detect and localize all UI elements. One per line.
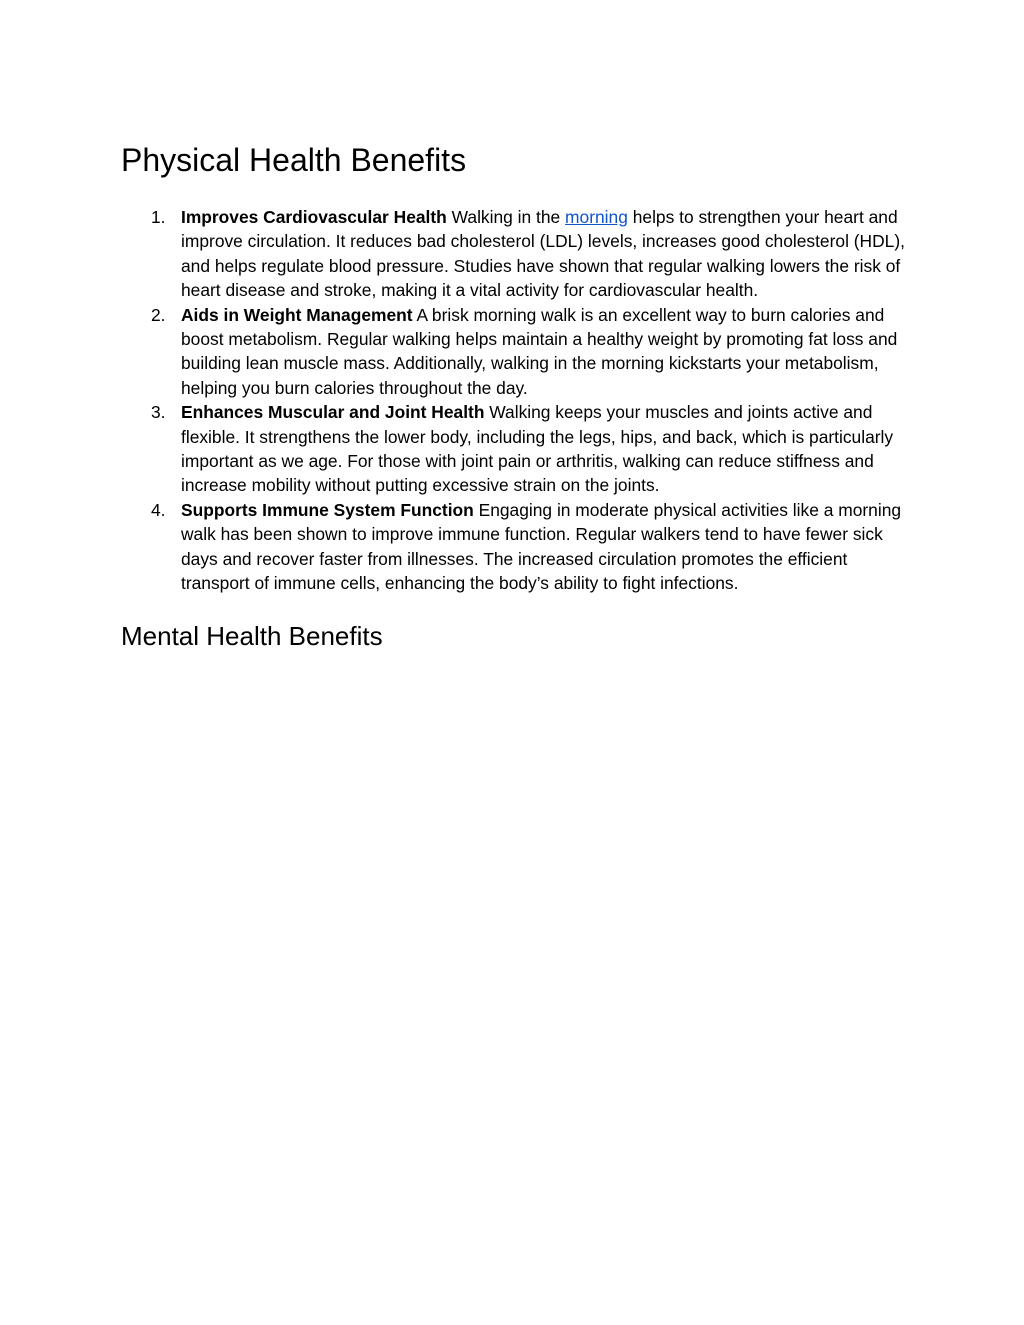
- list-item-number: 2.: [151, 304, 166, 325]
- mental-health-heading: Mental Health Benefits: [121, 620, 383, 651]
- list-item-number: 4.: [151, 499, 166, 520]
- list-item-title: Supports Immune System Function: [181, 499, 474, 520]
- list-item-text: Walking in the: [446, 207, 566, 227]
- list-item-number: 3.: [151, 402, 166, 423]
- document-content: [121, 138, 911, 654]
- list-item: [121, 498, 911, 596]
- physical-benefits-list: [121, 205, 911, 596]
- list-item: [121, 205, 911, 303]
- list-item-title: Enhances Muscular and Joint Health: [181, 402, 485, 423]
- morning-link[interactable]: morning: [565, 207, 628, 227]
- list-item-text: A brisk morning walk is an excellent way to burn calories and boost metabolism. Regular walking helps maintain a healthy weight by promoting fat loss and building lean muscle mass. Additionally, walking in the morning kickstarts your metabolism, helping you burn calories throughout the day.: [181, 304, 898, 398]
- list-item-number: 1.: [151, 207, 166, 227]
- list-item-text-continued: helps to strengthen your heart and improve circulation. It reduces bad cholesterol (LDL) levels, increases good cholesterol (HDL), and helps regulate blood pressure. Studies have shown that regular walking lowers the risk of heart disease and stroke, making it a vital activity for cardiovascular health.: [181, 207, 905, 301]
- list-item-title: Aids in Weight Management: [181, 304, 413, 325]
- list-item-text: Engaging in moderate physical activities like a morning walk has been shown to improve immune function. Regular walkers tend to have fewer sick days and recover faster from illnesses. The increased circulation promotes the efficient transport of immune cells, enhancing the body’s ability to fight infections.: [181, 499, 902, 594]
- list-item: [121, 400, 911, 498]
- list-item-title: Improves Cardiovascular Health: [181, 207, 447, 227]
- list-item-text: Walking keeps your muscles and joints active and flexible. It strengthens the lower body, including the legs, hips, and back, which is particularly important as we age. For those with joint pain or arthritis, walking can reduce stiffness and increase mobility without putting excessive strain on the joints.: [181, 402, 894, 496]
- list-item: [121, 303, 911, 401]
- physical-health-heading: Physical Health Benefits: [121, 142, 467, 178]
